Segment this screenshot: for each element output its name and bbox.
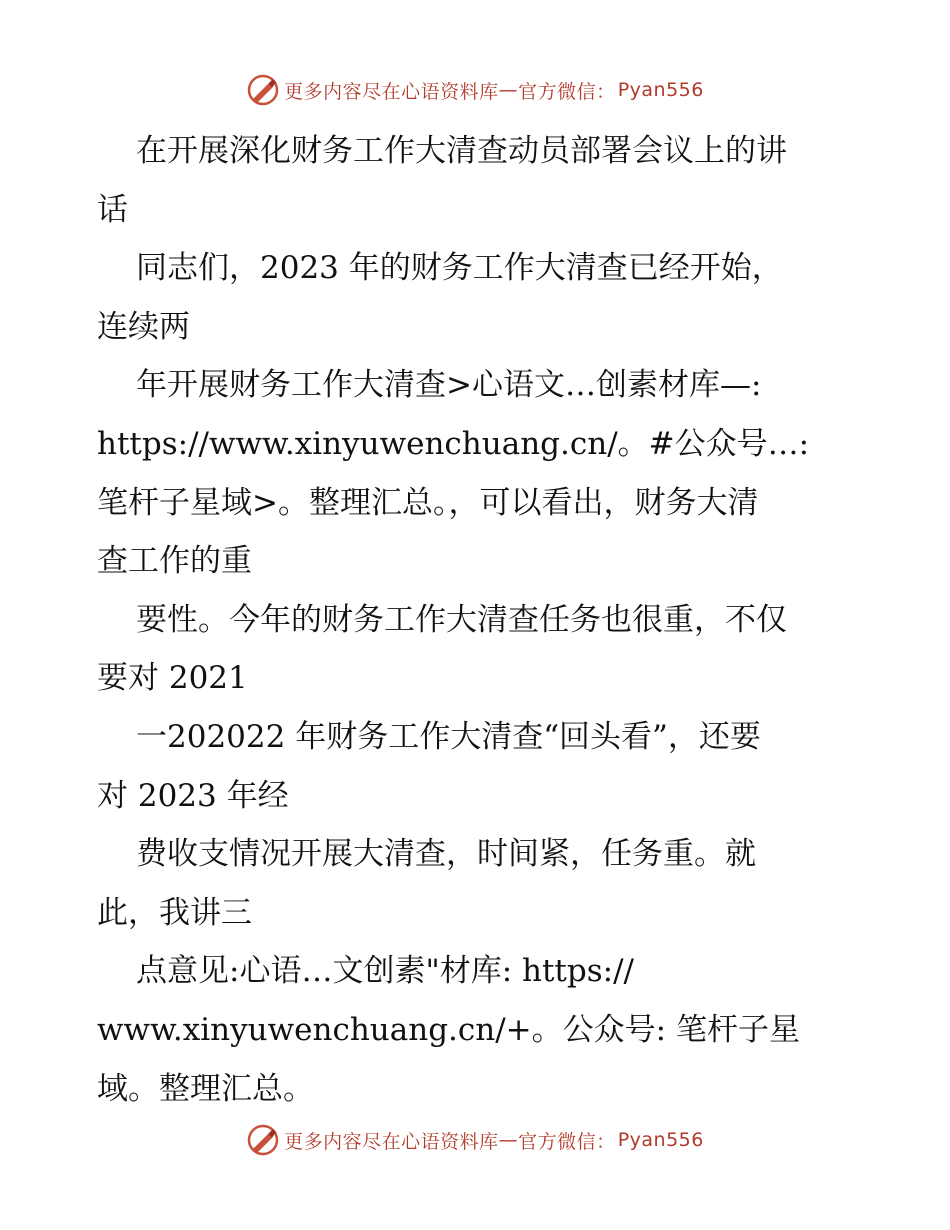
paragraph-line: 要对 2021 <box>97 660 248 697</box>
footer-banner <box>0 1120 950 1160</box>
paragraph-line: 对 2023 年经 <box>97 777 289 814</box>
paragraph-line: 同志们，2023 年的财务工作大清查已经开始， <box>136 250 783 287</box>
paragraph-line: https://www.xinyuwenchuang.cn/。#公众号…: <box>97 425 810 462</box>
pen-logo-icon <box>246 73 280 107</box>
paragraph-line: 连续两 <box>97 308 190 345</box>
paragraph-line: 查工作的重 <box>97 543 252 580</box>
paragraph-line: 要性。今年的财务工作大清查任务也很重，不仅 <box>136 601 787 638</box>
document-title-line: 在开展深化财务工作大清查动员部署会议上的讲 <box>136 133 787 169</box>
banner-wechat-label: 官方微信： <box>518 1130 616 1153</box>
document-title-line: 话 <box>97 191 128 228</box>
paragraph-line: 年开展财务工作大清查>心语文…创素材库—: <box>136 367 762 404</box>
banner-wechat-label: 官方微信： <box>518 80 616 103</box>
paragraph-line: 域。整理汇总。 <box>97 1070 314 1107</box>
banner-wechat-id: Pyan556 <box>617 1129 704 1151</box>
document-body <box>97 122 867 1118</box>
paragraph-line: 此，我讲三 <box>97 894 252 931</box>
paragraph-line: 点意见:心语…文创素"材库: https:// <box>136 953 634 990</box>
banner-text: 更多内容尽在心语资料库 <box>284 1130 499 1153</box>
banner-separator: — <box>498 1129 519 1151</box>
pen-logo-icon <box>246 1123 280 1157</box>
banner-separator: — <box>498 79 519 101</box>
paragraph-line: 费收支情况开展大清查，时间紧，任务重。就 <box>136 836 756 873</box>
banner-wechat-id: Pyan556 <box>617 79 704 101</box>
header-banner <box>0 70 950 110</box>
paragraph-line: 笔杆子星域>。整理汇总。，可以看出，财务大清 <box>97 484 759 521</box>
paragraph-line: 一202022 年财务工作大清查“回头看”，还要 <box>136 718 761 755</box>
banner-text: 更多内容尽在心语资料库 <box>284 80 499 103</box>
paragraph-line: www.xinyuwenchuang.cn/+。公众号: 笔杆子星 <box>97 1011 800 1048</box>
